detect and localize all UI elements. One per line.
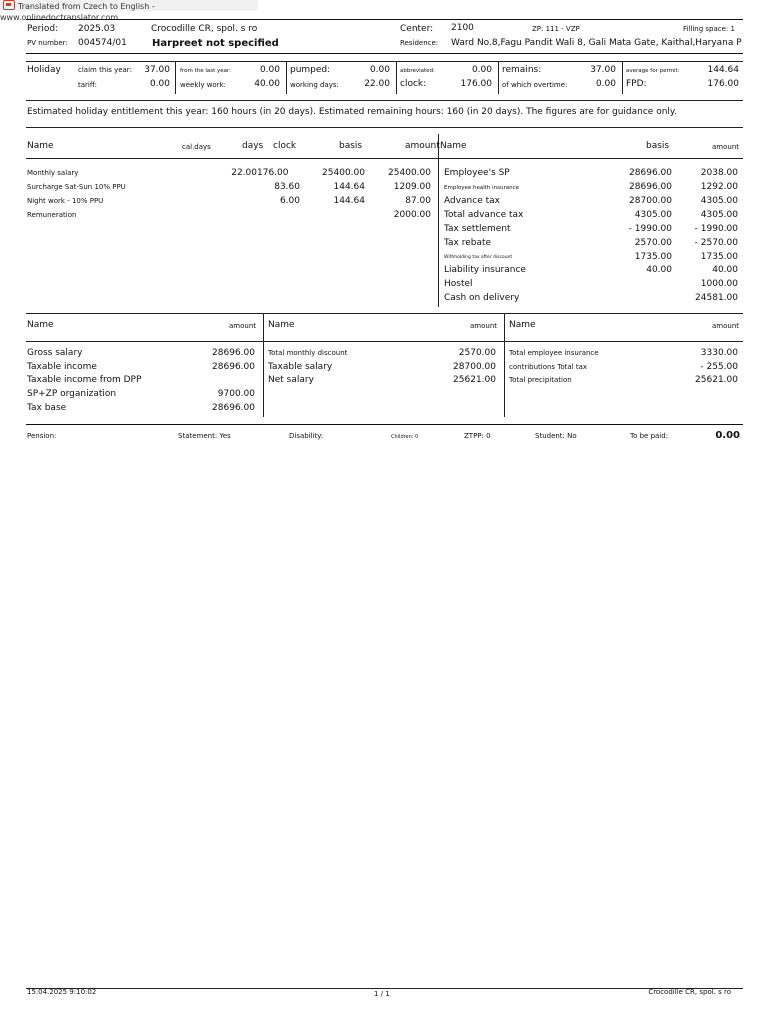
- last-year-label: from the last year:: [180, 68, 232, 74]
- deduction-basis: 28700.00: [629, 196, 672, 206]
- summary1-header-amount: amount: [229, 322, 257, 330]
- summary2-amount: 25621.00: [453, 375, 496, 385]
- earnings-header-cal-days: cal.days: [182, 143, 211, 151]
- period-value: 2025.03: [78, 24, 116, 34]
- summary2-name: Taxable salary: [268, 362, 333, 372]
- statement-value: Statement: Yes: [178, 432, 231, 440]
- deduction-name: Total advance tax: [444, 210, 524, 220]
- pv-number: 004574/01: [78, 38, 127, 48]
- claim-label: claim this year:: [78, 66, 132, 74]
- deduction-name: Tax rebate: [444, 238, 492, 248]
- deduction-name: Liability insurance: [444, 265, 526, 275]
- summary-divider-2: [504, 313, 505, 417]
- abbreviated-value: 0.00: [471, 65, 492, 75]
- pension-label: Pension:: [27, 432, 57, 440]
- summary1-name: Tax base: [27, 403, 67, 413]
- deduction-name: Hostel: [444, 279, 473, 289]
- remains-label: remains:: [502, 65, 542, 75]
- summary1-amount: 28696.00: [212, 348, 255, 358]
- deduction-amount: 24581.00: [695, 293, 738, 303]
- deduction-basis: 40.00: [646, 265, 672, 275]
- children-value: Children: 0: [391, 434, 419, 440]
- holiday-divider-3: [396, 61, 397, 94]
- weekly-value: 40.00: [254, 79, 280, 89]
- deduction-name: Cash on delivery: [444, 293, 520, 303]
- deduction-name: Employee health insurance: [444, 185, 520, 191]
- fpd-label: FPD:: [626, 79, 647, 89]
- earning-name: Surcharge Sat-Sun 10% PPU: [27, 183, 126, 191]
- clock-value: 176.00: [460, 79, 492, 89]
- footer-timestamp: 15.04.2025 9:10:02: [27, 988, 97, 996]
- earning-clock: 6.00: [279, 196, 300, 206]
- deduction-name: Withholding tax after discount: [444, 255, 513, 260]
- summary3-name: contributions Total tax: [509, 363, 588, 371]
- abbreviated-label: abbreviated:: [400, 68, 435, 74]
- tariff-value: 0.00: [149, 79, 170, 89]
- summary-header-line: [26, 341, 743, 342]
- earning-clock: 176.00: [257, 168, 289, 178]
- holiday-divider-4: [498, 61, 499, 94]
- pumped-value: 0.00: [369, 65, 390, 75]
- summary1-name: Taxable income: [27, 362, 97, 372]
- earnings-header-days: days: [242, 141, 264, 151]
- overtime-label: of which overtime:: [502, 81, 568, 89]
- earning-days: 22.00: [231, 168, 257, 178]
- earning-amount: 87.00: [405, 196, 431, 206]
- period-label: Period:: [27, 24, 59, 34]
- summary2-amount: 28700.00: [453, 362, 496, 372]
- summary1-name: SP+ZP organization: [27, 389, 117, 399]
- earnings-header-basis: basis: [339, 141, 363, 151]
- claim-value: 37.00: [144, 65, 170, 75]
- summary3-name: Total employee insurance: [509, 349, 599, 357]
- remains-value: 37.00: [590, 65, 616, 75]
- deduction-name: Employee's SP: [444, 168, 510, 178]
- holiday-note: Estimated holiday entitlement this year: 160 hours (in 20 days). Estimated remaining hours: 160 (in 20 days). The figures are for guidance only.: [27, 107, 677, 117]
- earning-amount: 1209.00: [393, 182, 431, 192]
- summary-bottom-line: [26, 424, 743, 425]
- summary2-header-amount: amount: [470, 322, 498, 330]
- summary3-amount: 25621.00: [695, 375, 738, 385]
- deductions-header-name: Name: [440, 141, 467, 151]
- holiday-divider-5: [622, 61, 623, 94]
- holiday-bottom-line: [26, 100, 743, 101]
- summary3-header-name: Name: [509, 320, 536, 330]
- summary2-name: Total monthly discount: [268, 349, 348, 357]
- deductions-header-amount: amount: [712, 143, 740, 151]
- to-be-paid-label: To be paid:: [630, 432, 669, 440]
- holiday-divider-2: [286, 61, 287, 94]
- summary-top-line: [26, 313, 743, 314]
- earnings-header-clock: clock: [273, 141, 297, 151]
- tariff-label: tariff:: [78, 81, 98, 89]
- zp-value: ZP: 111 - VZP: [532, 25, 580, 33]
- earning-name: Monthly salary: [27, 169, 79, 177]
- summary3-header-amount: amount: [712, 322, 740, 330]
- header-top-line: [26, 19, 743, 20]
- earnings-header-name: Name: [27, 141, 54, 151]
- deduction-amount: 1292.00: [700, 182, 738, 192]
- earning-basis: 144.64: [333, 182, 365, 192]
- summary2-amount: 2570.00: [458, 348, 496, 358]
- translate-icon: [3, 0, 15, 10]
- deduction-amount: 4305.00: [700, 196, 738, 206]
- earning-basis: 144.64: [333, 196, 365, 206]
- ztpp-value: ZTPP: 0: [464, 432, 491, 440]
- deductions-header-basis: basis: [646, 141, 670, 151]
- earning-amount: 25400.00: [388, 168, 431, 178]
- banner-text: Translated from Czech to English - www.onlinedoctranslator.com: [0, 2, 155, 22]
- deduction-basis: - 1990.00: [628, 224, 672, 234]
- translation-banner: [0, 0, 258, 22]
- footer-page: 1 / 1: [374, 990, 390, 998]
- footer-company: Crocodille CR, spol. s ro: [648, 988, 731, 996]
- disability-label: Disability:: [289, 432, 324, 440]
- earning-name: Night work - 10% PPU: [27, 197, 104, 205]
- items-divider: [438, 134, 439, 307]
- last-year-value: 0.00: [259, 65, 280, 75]
- deduction-basis: 4305.00: [634, 210, 672, 220]
- summary3-amount: 3330.00: [700, 348, 738, 358]
- pv-label: PV number:: [27, 39, 68, 47]
- deduction-amount: 1000.00: [700, 279, 738, 289]
- deduction-amount: - 2570.00: [694, 238, 738, 248]
- deduction-amount: 4305.00: [700, 210, 738, 220]
- earning-clock: 83.60: [274, 182, 300, 192]
- clock-label: clock:: [400, 79, 427, 89]
- items-header-line: [26, 158, 743, 159]
- company-name: Crocodille CR, spol. s ro: [151, 24, 258, 34]
- summary2-name: Net salary: [268, 375, 314, 385]
- deduction-name: Tax settlement: [444, 224, 511, 234]
- center-value: 2100: [451, 23, 474, 33]
- employee-name: Harpreet not specified: [152, 38, 279, 49]
- pumped-label: pumped:: [290, 65, 331, 75]
- summary1-amount: 9700.00: [217, 389, 255, 399]
- filling-space: Filling space: 1: [683, 25, 735, 33]
- avg-label: average for permit:: [626, 68, 680, 74]
- holiday-label: Holiday: [27, 65, 61, 75]
- deduction-amount: 1735.00: [700, 252, 738, 262]
- summary-divider-1: [263, 313, 264, 417]
- earning-basis: 25400.00: [322, 168, 365, 178]
- holiday-top-line: [26, 61, 743, 62]
- deduction-basis: 2570.00: [634, 238, 672, 248]
- deduction-name: Advance tax: [444, 196, 500, 206]
- items-top-line: [26, 127, 743, 128]
- residence-label: Residence:: [400, 39, 439, 47]
- center-label: Center:: [400, 24, 434, 34]
- summary1-header-name: Name: [27, 320, 54, 330]
- summary1-name: Gross salary: [27, 348, 83, 358]
- header-bottom-line: [26, 53, 743, 54]
- deduction-amount: 40.00: [712, 265, 738, 275]
- weekly-label: weekly work:: [180, 81, 227, 89]
- overtime-value: 0.00: [595, 79, 616, 89]
- working-days-value: 22.00: [364, 79, 390, 89]
- residence-address: Ward No.8,Fagu Pandit Wali 8, Gali Mata Gate, Kaithal,Haryana P: [451, 38, 742, 48]
- deduction-basis: 1735.00: [634, 252, 672, 262]
- earning-amount: 2000.00: [393, 210, 431, 220]
- summary3-amount: - 255.00: [700, 362, 738, 372]
- earnings-header-amount: amount: [405, 141, 440, 151]
- deduction-amount: 2038.00: [700, 168, 738, 178]
- summary2-header-name: Name: [268, 320, 295, 330]
- to-be-paid-value: 0.00: [715, 430, 740, 441]
- summary1-amount: 28696.00: [212, 403, 255, 413]
- summary3-name: Total precipitation: [509, 376, 572, 384]
- student-value: Student: No: [535, 432, 577, 440]
- fpd-value: 176.00: [707, 79, 739, 89]
- avg-value: 144.64: [707, 65, 739, 75]
- holiday-divider-1: [175, 61, 176, 94]
- summary1-amount: 28696.00: [212, 362, 255, 372]
- summary1-name: Taxable income from DPP: [27, 375, 142, 385]
- deduction-basis: 28696.00: [629, 168, 672, 178]
- deduction-basis: 28696.00: [629, 182, 672, 192]
- earning-name: Remuneration: [27, 211, 77, 219]
- working-days-label: working days:: [290, 81, 339, 89]
- deduction-amount: - 1990.00: [694, 224, 738, 234]
